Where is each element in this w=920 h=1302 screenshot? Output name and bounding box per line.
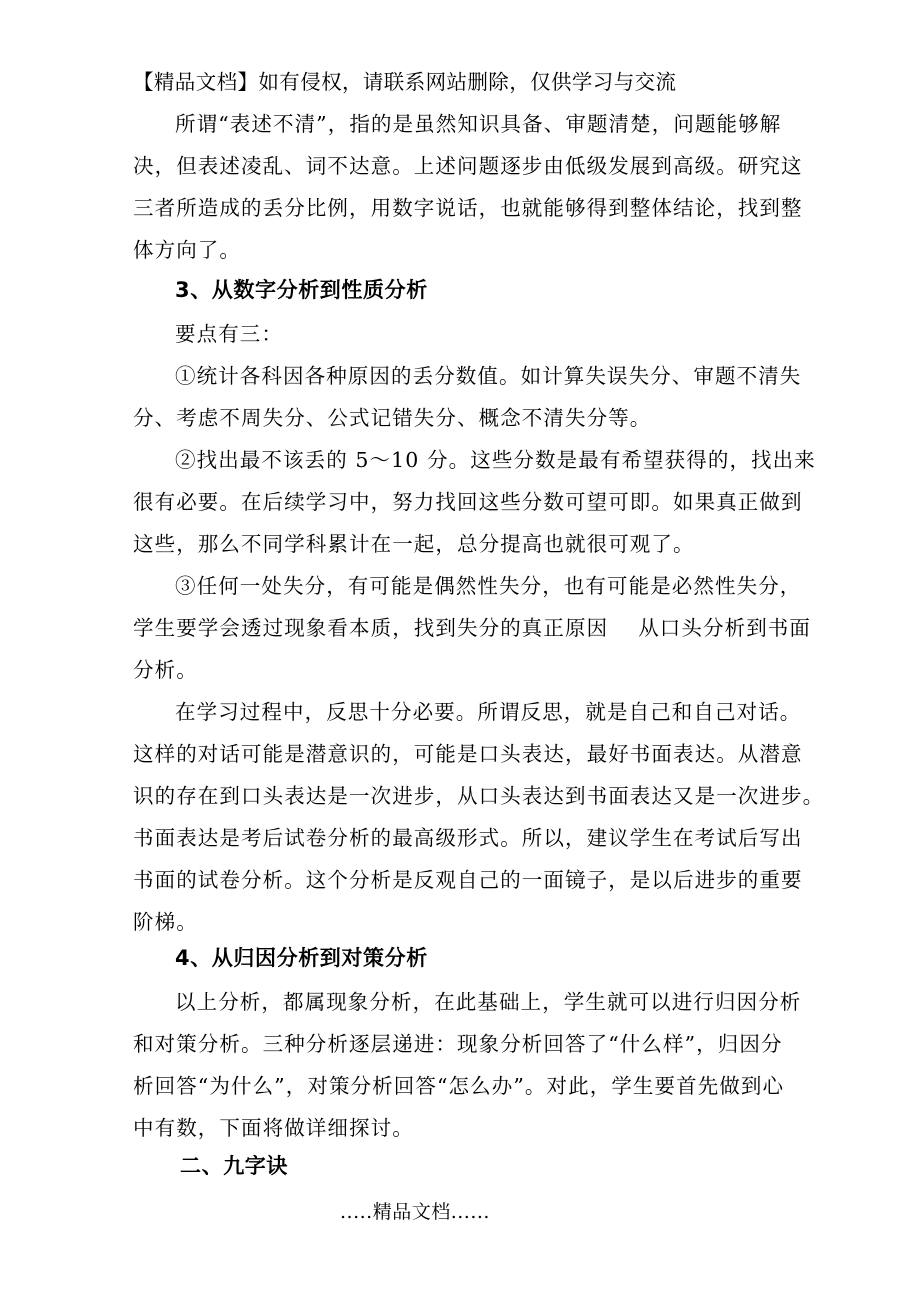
paragraph-line: 析回答“为什么”，对策分析回答“怎么办”。对此，学生要首先做到心 <box>133 1074 785 1098</box>
paragraph-line: 很有必要。在后续学习中，努力找回这些分数可望可即。如果真正做到 <box>133 490 803 514</box>
paragraph-line: 这样的对话可能是潜意识的，可能是口头表达，最好书面表达。从潜意 <box>133 742 803 766</box>
paragraph-line <box>133 614 811 644</box>
paragraph-line: 在学习过程中，反思十分必要。所谓反思，就是自己和自己对话。 <box>175 700 802 724</box>
footer-watermark: .....精品文档...... <box>340 1201 490 1223</box>
paragraph-line: ②找出最不该丢的 5～10 分。这些分数是最有希望获得的，找出来 <box>175 448 816 472</box>
section-heading-2: 二、九字诀 <box>180 1154 288 1178</box>
paragraph-line: 分析。 <box>133 658 198 682</box>
paragraph-line: 要点有三： <box>175 322 283 346</box>
paragraph-line: 识的存在到口头表达是一次进步，从口头表达到书面表达又是一次进步。 <box>133 784 825 808</box>
paragraph-line: 体方向了。 <box>133 238 241 262</box>
paragraph-line: 和对策分析。三种分析逐层递进：现象分析回答了“什么样”，归因分 <box>133 1032 783 1056</box>
paragraph-text: 从口头分析到书面 <box>638 616 812 640</box>
paragraph-line: ③任何一处失分，有可能是偶然性失分，也有可能是必然性失分， <box>175 574 802 598</box>
paragraph-line: 阶梯。 <box>133 910 198 934</box>
paragraph-line: 决，但表述凌乱、词不达意。上述问题逐步由低级发展到高级。研究这 <box>133 154 803 178</box>
paragraph-line: 中有数，下面将做详细探讨。 <box>133 1116 414 1140</box>
paragraph-line: 以上分析，都属现象分析，在此基础上，学生就可以进行归因分析 <box>175 990 802 1014</box>
paragraph-line: 书面表达是考后试卷分析的最高级形式。所以，建议学生在考试后写出 <box>133 826 803 850</box>
paragraph-text: 学生要学会透过现象看本质，找到失分的真正原因 <box>133 616 609 640</box>
paragraph-line: 书面的试卷分析。这个分析是反观自己的一面镜子，是以后进步的重要 <box>133 868 803 892</box>
paragraph-line: ①统计各科因各种原因的丢分数值。如计算失误失分、审题不清失 <box>175 364 802 388</box>
paragraph-line: 所谓“表述不清”，指的是虽然知识具备、审题清楚，问题能够解 <box>175 112 782 136</box>
paragraph-line: 这些，那么不同学科累计在一起，总分提高也就很可观了。 <box>133 532 695 556</box>
section-heading-3: 3、从数字分析到性质分析 <box>175 278 428 302</box>
paragraph-line: 三者所造成的丢分比例，用数字说话，也就能够得到整体结论，找到整 <box>133 196 803 220</box>
header-watermark: 【精品文档】如有侵权，请联系网站删除，仅供学习与交流 <box>133 70 677 94</box>
paragraph-line: 分、考虑不周失分、公式记错失分、概念不清失分等。 <box>133 406 652 430</box>
section-heading-4: 4、从归因分析到对策分析 <box>175 946 428 970</box>
